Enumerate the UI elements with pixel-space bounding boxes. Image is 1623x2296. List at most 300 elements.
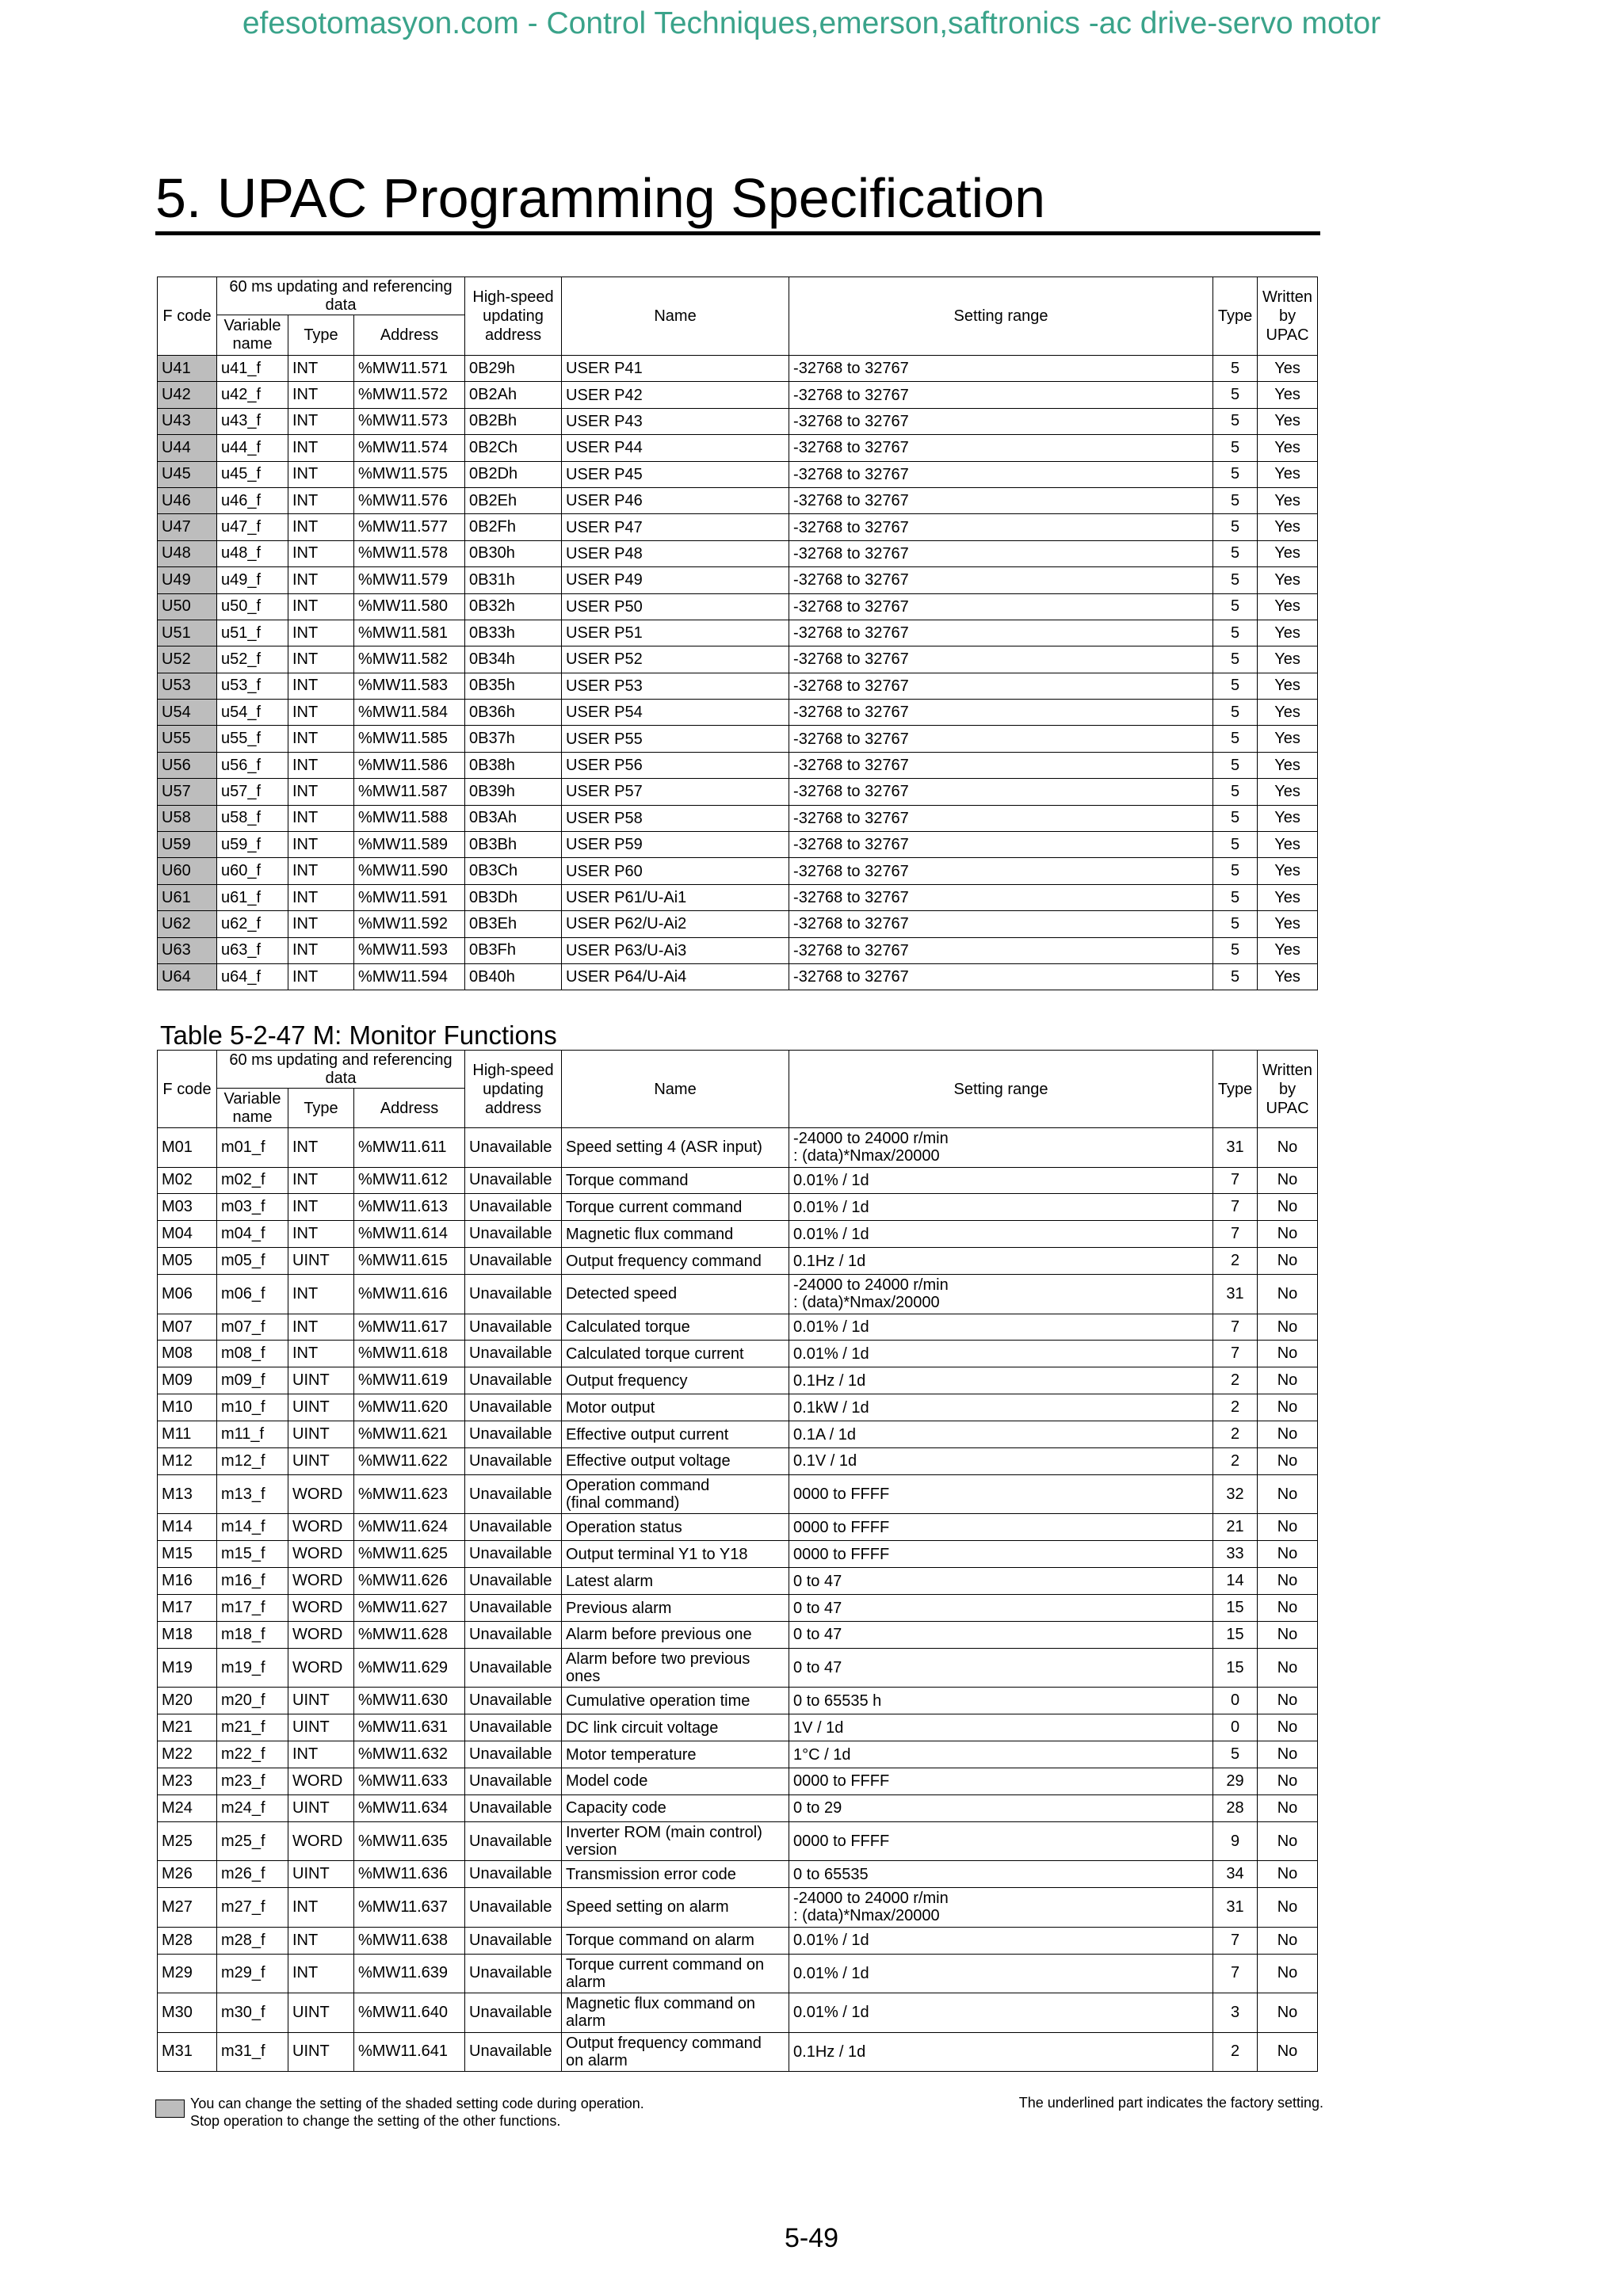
variable-name-cell: m01_f xyxy=(217,1128,288,1168)
highspeed-address-cell: 0B33h xyxy=(465,620,562,646)
written-by-upac-cell: Yes xyxy=(1258,805,1318,831)
highspeed-address-cell: 0B2Ah xyxy=(465,382,562,408)
name-cell: Motor temperature xyxy=(562,1741,789,1768)
address-cell: %MW11.585 xyxy=(354,726,465,752)
address-cell: %MW11.622 xyxy=(354,1448,465,1475)
variable-name-cell: u47_f xyxy=(217,514,288,540)
type-cell: WORD xyxy=(288,1821,354,1861)
address-cell: %MW11.615 xyxy=(354,1248,465,1275)
highspeed-address-cell: Unavailable xyxy=(465,1394,562,1421)
fcode-cell: U53 xyxy=(158,673,217,699)
header-written: Written by UPAC xyxy=(1258,277,1318,356)
setting-range-cell: -32768 to 32767 xyxy=(789,356,1213,382)
address-cell: %MW11.583 xyxy=(354,673,465,699)
variable-name-cell: u42_f xyxy=(217,382,288,408)
table-row xyxy=(158,435,1318,461)
highspeed-address-cell: Unavailable xyxy=(465,1275,562,1314)
type-code-cell: 5 xyxy=(1213,700,1258,726)
fcode-cell: U62 xyxy=(158,911,217,937)
highspeed-address-cell: 0B38h xyxy=(465,752,562,778)
table-row xyxy=(158,1248,1318,1275)
fcode-cell: M10 xyxy=(158,1394,217,1421)
variable-name-cell: m25_f xyxy=(217,1821,288,1861)
setting-range-cell: 0 to 29 xyxy=(789,1794,1213,1821)
variable-name-cell: u59_f xyxy=(217,832,288,858)
setting-range-cell: -32768 to 32767 xyxy=(789,382,1213,408)
address-cell: %MW11.639 xyxy=(354,1954,465,1993)
table-row xyxy=(158,1314,1318,1341)
variable-name-cell: u62_f xyxy=(217,911,288,937)
type-code-cell: 9 xyxy=(1213,1821,1258,1861)
fcode-cell: M08 xyxy=(158,1341,217,1367)
type-cell: INT xyxy=(288,673,354,699)
type-cell: INT xyxy=(288,1128,354,1168)
highspeed-address-cell: 0B30h xyxy=(465,540,562,566)
written-by-upac-cell: No xyxy=(1258,1888,1318,1928)
variable-name-cell: m26_f xyxy=(217,1861,288,1888)
setting-range-cell: -24000 to 24000 r/min : (data)*Nmax/20000 xyxy=(789,1275,1213,1314)
fcode-cell: M31 xyxy=(158,2032,217,2072)
highspeed-address-cell: Unavailable xyxy=(465,1927,562,1954)
highspeed-address-cell: Unavailable xyxy=(465,1221,562,1248)
written-by-upac-cell: Yes xyxy=(1258,435,1318,461)
table-row xyxy=(158,620,1318,646)
table-row xyxy=(158,752,1318,778)
header-type2: Type xyxy=(1213,1051,1258,1128)
address-cell: %MW11.631 xyxy=(354,1714,465,1741)
address-cell: %MW11.589 xyxy=(354,832,465,858)
highspeed-address-cell: Unavailable xyxy=(465,1714,562,1741)
highspeed-address-cell: Unavailable xyxy=(465,1367,562,1394)
variable-name-cell: u50_f xyxy=(217,593,288,620)
variable-name-cell: m17_f xyxy=(217,1595,288,1622)
monitor-function-table xyxy=(157,1050,1318,2072)
fcode-cell: U58 xyxy=(158,805,217,831)
type-code-cell: 31 xyxy=(1213,1128,1258,1168)
type-cell: INT xyxy=(288,805,354,831)
highspeed-address-cell: Unavailable xyxy=(465,1954,562,1993)
fcode-cell: M20 xyxy=(158,1688,217,1714)
address-cell: %MW11.623 xyxy=(354,1474,465,1514)
setting-range-cell: 0.01% / 1d xyxy=(789,1927,1213,1954)
table-row xyxy=(158,1768,1318,1795)
type-cell: INT xyxy=(288,1167,354,1194)
address-cell: %MW11.580 xyxy=(354,593,465,620)
written-by-upac-cell: No xyxy=(1258,1741,1318,1768)
name-cell: Model code xyxy=(562,1768,789,1795)
table-row xyxy=(158,408,1318,434)
name-cell: USER P45 xyxy=(562,461,789,487)
variable-name-cell: u53_f xyxy=(217,673,288,699)
address-cell: %MW11.590 xyxy=(354,858,465,884)
variable-name-cell: m29_f xyxy=(217,1954,288,1993)
type-cell: WORD xyxy=(288,1514,354,1541)
written-by-upac-cell: No xyxy=(1258,1221,1318,1248)
name-cell: USER P60 xyxy=(562,858,789,884)
name-cell: USER P53 xyxy=(562,673,789,699)
highspeed-address-cell: Unavailable xyxy=(465,1993,562,2033)
name-cell: USER P43 xyxy=(562,408,789,434)
type-code-cell: 5 xyxy=(1213,832,1258,858)
address-cell: %MW11.634 xyxy=(354,1794,465,1821)
table-row xyxy=(158,911,1318,937)
table-row xyxy=(158,937,1318,963)
legend-line-1: You can change the setting of the shaded setting code during operation. xyxy=(190,2096,644,2111)
type-cell: INT xyxy=(288,1954,354,1993)
header-group: 60 ms updating and referencing data xyxy=(217,1051,465,1089)
highspeed-address-cell: Unavailable xyxy=(465,1688,562,1714)
table-row xyxy=(158,1394,1318,1421)
type-code-cell: 2 xyxy=(1213,1421,1258,1448)
address-cell: %MW11.612 xyxy=(354,1167,465,1194)
name-cell: USER P56 xyxy=(562,752,789,778)
setting-range-cell: -32768 to 32767 xyxy=(789,937,1213,963)
written-by-upac-cell: No xyxy=(1258,1128,1318,1168)
name-cell: USER P61/U-Ai1 xyxy=(562,884,789,910)
setting-range-cell: 0 to 65535 h xyxy=(789,1688,1213,1714)
type-cell: INT xyxy=(288,435,354,461)
page-number: 5-49 xyxy=(784,2223,839,2253)
written-by-upac-cell: Yes xyxy=(1258,382,1318,408)
address-cell: %MW11.621 xyxy=(354,1421,465,1448)
written-by-upac-cell: Yes xyxy=(1258,487,1318,513)
name-cell: USER P55 xyxy=(562,726,789,752)
type-cell: INT xyxy=(288,700,354,726)
fcode-cell: U54 xyxy=(158,700,217,726)
table-row xyxy=(158,805,1318,831)
setting-range-cell: 0000 to FFFF xyxy=(789,1541,1213,1568)
variable-name-cell: m28_f xyxy=(217,1927,288,1954)
variable-name-cell: m11_f xyxy=(217,1421,288,1448)
variable-name-cell: m27_f xyxy=(217,1888,288,1928)
fcode-cell: M15 xyxy=(158,1541,217,1568)
type-code-cell: 5 xyxy=(1213,487,1258,513)
address-cell: %MW11.625 xyxy=(354,1541,465,1568)
table-row xyxy=(158,963,1318,990)
setting-range-cell: -32768 to 32767 xyxy=(789,858,1213,884)
setting-range-cell: -32768 to 32767 xyxy=(789,461,1213,487)
type-cell: UINT xyxy=(288,1688,354,1714)
highspeed-address-cell: 0B32h xyxy=(465,593,562,620)
highspeed-address-cell: 0B2Eh xyxy=(465,487,562,513)
highspeed-address-cell: Unavailable xyxy=(465,1448,562,1475)
type-cell: INT xyxy=(288,382,354,408)
name-cell: Alarm before previous one xyxy=(562,1621,789,1648)
type-cell: INT xyxy=(288,1741,354,1768)
type-code-cell: 3 xyxy=(1213,1993,1258,2033)
address-cell: %MW11.618 xyxy=(354,1341,465,1367)
highspeed-address-cell: 0B3Fh xyxy=(465,937,562,963)
header-type: Type xyxy=(288,1089,354,1128)
name-cell: Previous alarm xyxy=(562,1595,789,1622)
name-cell: Alarm before two previous ones xyxy=(562,1648,789,1688)
type-code-cell: 5 xyxy=(1213,963,1258,990)
table-row xyxy=(158,1541,1318,1568)
type-cell: INT xyxy=(288,726,354,752)
type-code-cell: 5 xyxy=(1213,673,1258,699)
highspeed-address-cell: Unavailable xyxy=(465,1194,562,1221)
fcode-cell: U61 xyxy=(158,884,217,910)
table-row xyxy=(158,2032,1318,2072)
name-cell: USER P64/U-Ai4 xyxy=(562,963,789,990)
name-cell: Calculated torque current xyxy=(562,1341,789,1367)
address-cell: %MW11.641 xyxy=(354,2032,465,2072)
setting-range-cell: 0.01% / 1d xyxy=(789,1954,1213,1993)
variable-name-cell: u44_f xyxy=(217,435,288,461)
fcode-cell: M05 xyxy=(158,1248,217,1275)
fcode-cell: U44 xyxy=(158,435,217,461)
type-code-cell: 2 xyxy=(1213,2032,1258,2072)
address-cell: %MW11.630 xyxy=(354,1688,465,1714)
table-row xyxy=(158,1888,1318,1928)
type-cell: UINT xyxy=(288,1993,354,2033)
variable-name-cell: m21_f xyxy=(217,1714,288,1741)
highspeed-address-cell: 0B34h xyxy=(465,646,562,673)
written-by-upac-cell: Yes xyxy=(1258,593,1318,620)
type-cell: INT xyxy=(288,1221,354,1248)
name-cell: Effective output current xyxy=(562,1421,789,1448)
variable-name-cell: m23_f xyxy=(217,1768,288,1795)
highspeed-address-cell: Unavailable xyxy=(465,1541,562,1568)
table-row xyxy=(158,487,1318,513)
highspeed-address-cell: Unavailable xyxy=(465,1314,562,1341)
variable-name-cell: m08_f xyxy=(217,1341,288,1367)
setting-range-cell: 0 to 47 xyxy=(789,1595,1213,1622)
highspeed-address-cell: Unavailable xyxy=(465,1421,562,1448)
type-cell: INT xyxy=(288,567,354,593)
fcode-cell: M23 xyxy=(158,1768,217,1795)
name-cell: Latest alarm xyxy=(562,1568,789,1595)
setting-range-cell: -32768 to 32767 xyxy=(789,435,1213,461)
table-row xyxy=(158,1167,1318,1194)
name-cell: Operation status xyxy=(562,1514,789,1541)
address-cell: %MW11.626 xyxy=(354,1568,465,1595)
type-code-cell: 28 xyxy=(1213,1794,1258,1821)
address-cell: %MW11.620 xyxy=(354,1394,465,1421)
type-cell: INT xyxy=(288,1341,354,1367)
type-code-cell: 15 xyxy=(1213,1621,1258,1648)
fcode-cell: M06 xyxy=(158,1275,217,1314)
fcode-cell: M25 xyxy=(158,1821,217,1861)
variable-name-cell: u56_f xyxy=(217,752,288,778)
name-cell: Operation command (final command) xyxy=(562,1474,789,1514)
type-cell: INT xyxy=(288,1194,354,1221)
setting-range-cell: -32768 to 32767 xyxy=(789,567,1213,593)
address-cell: %MW11.588 xyxy=(354,805,465,831)
type-code-cell: 2 xyxy=(1213,1248,1258,1275)
type-cell: INT xyxy=(288,911,354,937)
address-cell: %MW11.592 xyxy=(354,911,465,937)
highspeed-address-cell: Unavailable xyxy=(465,2032,562,2072)
table-row xyxy=(158,1221,1318,1248)
setting-range-cell: -32768 to 32767 xyxy=(789,620,1213,646)
type-code-cell: 5 xyxy=(1213,461,1258,487)
setting-range-cell: 0 to 47 xyxy=(789,1568,1213,1595)
variable-name-cell: u60_f xyxy=(217,858,288,884)
table-row xyxy=(158,1194,1318,1221)
type-code-cell: 5 xyxy=(1213,779,1258,805)
fcode-cell: U63 xyxy=(158,937,217,963)
setting-range-cell: -32768 to 32767 xyxy=(789,540,1213,566)
highspeed-address-cell: 0B40h xyxy=(465,963,562,990)
variable-name-cell: m12_f xyxy=(217,1448,288,1475)
fcode-cell: U43 xyxy=(158,408,217,434)
setting-range-cell: -32768 to 32767 xyxy=(789,963,1213,990)
setting-range-cell: 0.1Hz / 1d xyxy=(789,1248,1213,1275)
variable-name-cell: u57_f xyxy=(217,779,288,805)
fcode-cell: U52 xyxy=(158,646,217,673)
setting-range-cell: -32768 to 32767 xyxy=(789,805,1213,831)
type-code-cell: 21 xyxy=(1213,1514,1258,1541)
type-cell: INT xyxy=(288,752,354,778)
table-row xyxy=(158,1474,1318,1514)
address-cell: %MW11.619 xyxy=(354,1367,465,1394)
written-by-upac-cell: No xyxy=(1258,1714,1318,1741)
type-cell: WORD xyxy=(288,1648,354,1688)
written-by-upac-cell: No xyxy=(1258,1861,1318,1888)
fcode-cell: M11 xyxy=(158,1421,217,1448)
written-by-upac-cell: Yes xyxy=(1258,858,1318,884)
highspeed-address-cell: 0B37h xyxy=(465,726,562,752)
type-code-cell: 33 xyxy=(1213,1541,1258,1568)
fcode-cell: M14 xyxy=(158,1514,217,1541)
fcode-cell: M28 xyxy=(158,1927,217,1954)
page-title: 5. UPAC Programming Specification xyxy=(155,167,1046,229)
highspeed-address-cell: 0B35h xyxy=(465,673,562,699)
type-code-cell: 29 xyxy=(1213,1768,1258,1795)
header-written: Written by UPAC xyxy=(1258,1051,1318,1128)
type-code-cell: 5 xyxy=(1213,726,1258,752)
fcode-cell: U59 xyxy=(158,832,217,858)
address-cell: %MW11.640 xyxy=(354,1993,465,2033)
highspeed-address-cell: 0B39h xyxy=(465,779,562,805)
variable-name-cell: m16_f xyxy=(217,1568,288,1595)
address-cell: %MW11.584 xyxy=(354,700,465,726)
table-row xyxy=(158,1367,1318,1394)
written-by-upac-cell: No xyxy=(1258,1794,1318,1821)
setting-range-cell: -24000 to 24000 r/min : (data)*Nmax/20000 xyxy=(789,1128,1213,1168)
name-cell: Torque command on alarm xyxy=(562,1927,789,1954)
variable-name-cell: m07_f xyxy=(217,1314,288,1341)
name-cell: Capacity code xyxy=(562,1794,789,1821)
type-code-cell: 7 xyxy=(1213,1221,1258,1248)
setting-range-cell: 0 to 47 xyxy=(789,1648,1213,1688)
written-by-upac-cell: Yes xyxy=(1258,540,1318,566)
address-cell: %MW11.617 xyxy=(354,1314,465,1341)
type-code-cell: 2 xyxy=(1213,1394,1258,1421)
written-by-upac-cell: No xyxy=(1258,1367,1318,1394)
type-code-cell: 7 xyxy=(1213,1314,1258,1341)
address-cell: %MW11.574 xyxy=(354,435,465,461)
highspeed-address-cell: 0B3Dh xyxy=(465,884,562,910)
written-by-upac-cell: Yes xyxy=(1258,620,1318,646)
setting-range-cell: -32768 to 32767 xyxy=(789,646,1213,673)
setting-range-cell: 0000 to FFFF xyxy=(789,1514,1213,1541)
setting-range-cell: -32768 to 32767 xyxy=(789,593,1213,620)
fcode-cell: M22 xyxy=(158,1741,217,1768)
type-code-cell: 15 xyxy=(1213,1595,1258,1622)
type-cell: INT xyxy=(288,356,354,382)
table-row xyxy=(158,1341,1318,1367)
variable-name-cell: m03_f xyxy=(217,1194,288,1221)
highspeed-address-cell: Unavailable xyxy=(465,1474,562,1514)
variable-name-cell: u51_f xyxy=(217,620,288,646)
address-cell: %MW11.593 xyxy=(354,937,465,963)
variable-name-cell: m22_f xyxy=(217,1741,288,1768)
table-row xyxy=(158,1514,1318,1541)
written-by-upac-cell: No xyxy=(1258,1595,1318,1622)
written-by-upac-cell: No xyxy=(1258,1993,1318,2033)
factory-setting-note: The underlined part indicates the factory setting. xyxy=(1018,2095,1323,2111)
type-code-cell: 7 xyxy=(1213,1341,1258,1367)
written-by-upac-cell: No xyxy=(1258,1194,1318,1221)
table-row xyxy=(158,593,1318,620)
name-cell: Inverter ROM (main control) version xyxy=(562,1821,789,1861)
written-by-upac-cell: Yes xyxy=(1258,726,1318,752)
table-row xyxy=(158,858,1318,884)
written-by-upac-cell: No xyxy=(1258,1394,1318,1421)
header-varname: Variable name xyxy=(217,315,288,356)
written-by-upac-cell: No xyxy=(1258,1314,1318,1341)
name-cell: USER P51 xyxy=(562,620,789,646)
address-cell: %MW11.591 xyxy=(354,884,465,910)
setting-range-cell: -32768 to 32767 xyxy=(789,832,1213,858)
fcode-cell: U49 xyxy=(158,567,217,593)
setting-range-cell: 0.1A / 1d xyxy=(789,1421,1213,1448)
fcode-cell: M24 xyxy=(158,1794,217,1821)
type-code-cell: 5 xyxy=(1213,858,1258,884)
shaded-legend-swatch xyxy=(155,2100,185,2118)
written-by-upac-cell: No xyxy=(1258,1248,1318,1275)
address-cell: %MW11.629 xyxy=(354,1648,465,1688)
fcode-cell: M12 xyxy=(158,1448,217,1475)
type-cell: UINT xyxy=(288,1794,354,1821)
variable-name-cell: m13_f xyxy=(217,1474,288,1514)
fcode-cell: U41 xyxy=(158,356,217,382)
name-cell: USER P42 xyxy=(562,382,789,408)
site-banner: efesotomasyon.com - Control Techniques,emerson,saftronics -ac drive-servo motor xyxy=(242,6,1381,40)
type-code-cell: 5 xyxy=(1213,567,1258,593)
type-cell: WORD xyxy=(288,1621,354,1648)
type-cell: UINT xyxy=(288,1714,354,1741)
highspeed-address-cell: Unavailable xyxy=(465,1888,562,1928)
setting-range-cell: -32768 to 32767 xyxy=(789,700,1213,726)
written-by-upac-cell: No xyxy=(1258,1275,1318,1314)
variable-name-cell: u41_f xyxy=(217,356,288,382)
fcode-cell: U51 xyxy=(158,620,217,646)
table-row xyxy=(158,1568,1318,1595)
written-by-upac-cell: Yes xyxy=(1258,461,1318,487)
table-row xyxy=(158,726,1318,752)
type-code-cell: 7 xyxy=(1213,1927,1258,1954)
variable-name-cell: m14_f xyxy=(217,1514,288,1541)
fcode-cell: U60 xyxy=(158,858,217,884)
type-code-cell: 14 xyxy=(1213,1568,1258,1595)
variable-name-cell: u46_f xyxy=(217,487,288,513)
type-cell: INT xyxy=(288,858,354,884)
type-code-cell: 5 xyxy=(1213,620,1258,646)
header-fcode: F code xyxy=(158,1051,217,1128)
variable-name-cell: m15_f xyxy=(217,1541,288,1568)
variable-name-cell: u43_f xyxy=(217,408,288,434)
variable-name-cell: m10_f xyxy=(217,1394,288,1421)
name-cell: Effective output voltage xyxy=(562,1448,789,1475)
type-cell: WORD xyxy=(288,1595,354,1622)
name-cell: Transmission error code xyxy=(562,1861,789,1888)
type-cell: INT xyxy=(288,646,354,673)
type-code-cell: 5 xyxy=(1213,408,1258,434)
fcode-cell: M18 xyxy=(158,1621,217,1648)
